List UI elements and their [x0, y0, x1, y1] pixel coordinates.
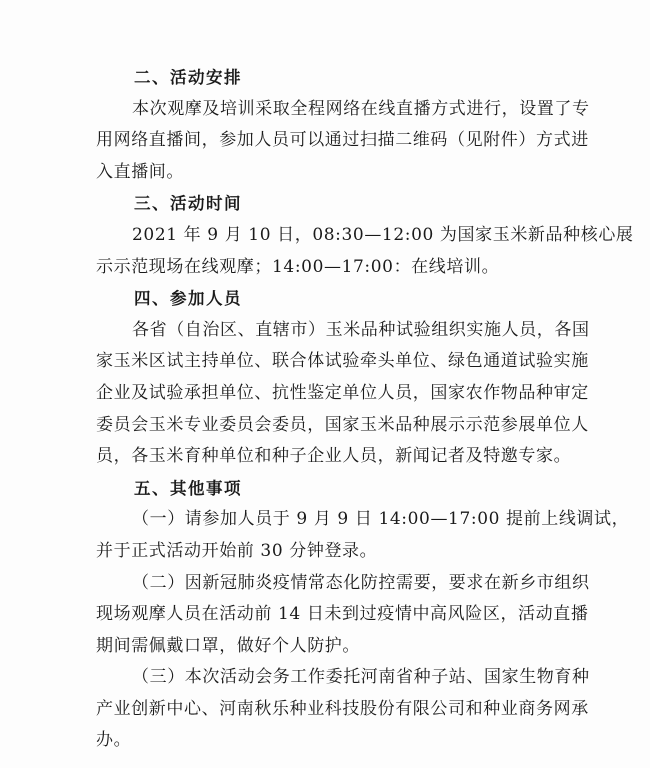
paragraph-line: 期间需佩戴口罩，做好个人防护。 [96, 635, 360, 656]
paragraph-line: 并于正式活动开始前 30 分钟登录。 [96, 540, 378, 561]
paragraph-line: 入直播间。 [96, 161, 184, 182]
paragraph-line: 产业创新中心、河南秋乐种业科技股份有限公司和种业商务网承 [96, 698, 589, 719]
paragraph-line: （三）本次活动会务工作委托河南省种子站、国家生物育种 [132, 667, 590, 688]
paragraph-line: 用网络直播间，参加人员可以通过扫描二维码（见附件）方式进 [96, 130, 589, 151]
document-body [96, 62, 634, 757]
paragraph-line: 2021 年 9 月 10 日，08:30—12:00 为国家玉米新品种核心展 [132, 224, 634, 245]
paragraph-line: 企业及试验承担单位、抗性鉴定单位人员，国家农作物品种审定 [96, 382, 589, 403]
paragraph-line: 办。 [96, 730, 132, 751]
paragraph-line: 各省（自治区、直辖市）玉米品种试验组织实施人员，各国 [132, 319, 590, 340]
paragraph-line: 现场观摩人员在活动前 14 日未到过疫情中高风险区，活动直播 [96, 604, 589, 625]
section-heading-time: 三、活动时间 [134, 194, 242, 214]
section-heading-other-matters: 五、其他事项 [134, 478, 242, 498]
section-heading-arrangement: 二、活动安排 [134, 68, 242, 87]
section-heading-participants: 四、参加人员 [134, 289, 242, 309]
paragraph-line: 员，各玉米育种单位和种子企业人员，新闻记者及特邀专家。 [96, 446, 572, 467]
paragraph-line: 委员会玉米专业委员会委员，国家玉米品种展示示范参展单位人 [96, 414, 589, 435]
paragraph-line: 家玉米区试主持单位、联合体试验牵头单位、绿色通道试验实施 [96, 351, 589, 372]
paragraph-line: 示示范现场在线观摩；14:00—17:00：在线培训。 [96, 256, 500, 277]
paragraph-line: （二）因新冠肺炎疫情常态化防控需要，要求在新乡市组织 [132, 572, 590, 593]
paragraph-line: 本次观摩及培训采取全程网络在线直播方式进行，设置了专 [132, 98, 590, 119]
paragraph-line: （一）请参加人员于 9 月 9 日 14:00—17:00 提前上线调试， [132, 509, 630, 530]
